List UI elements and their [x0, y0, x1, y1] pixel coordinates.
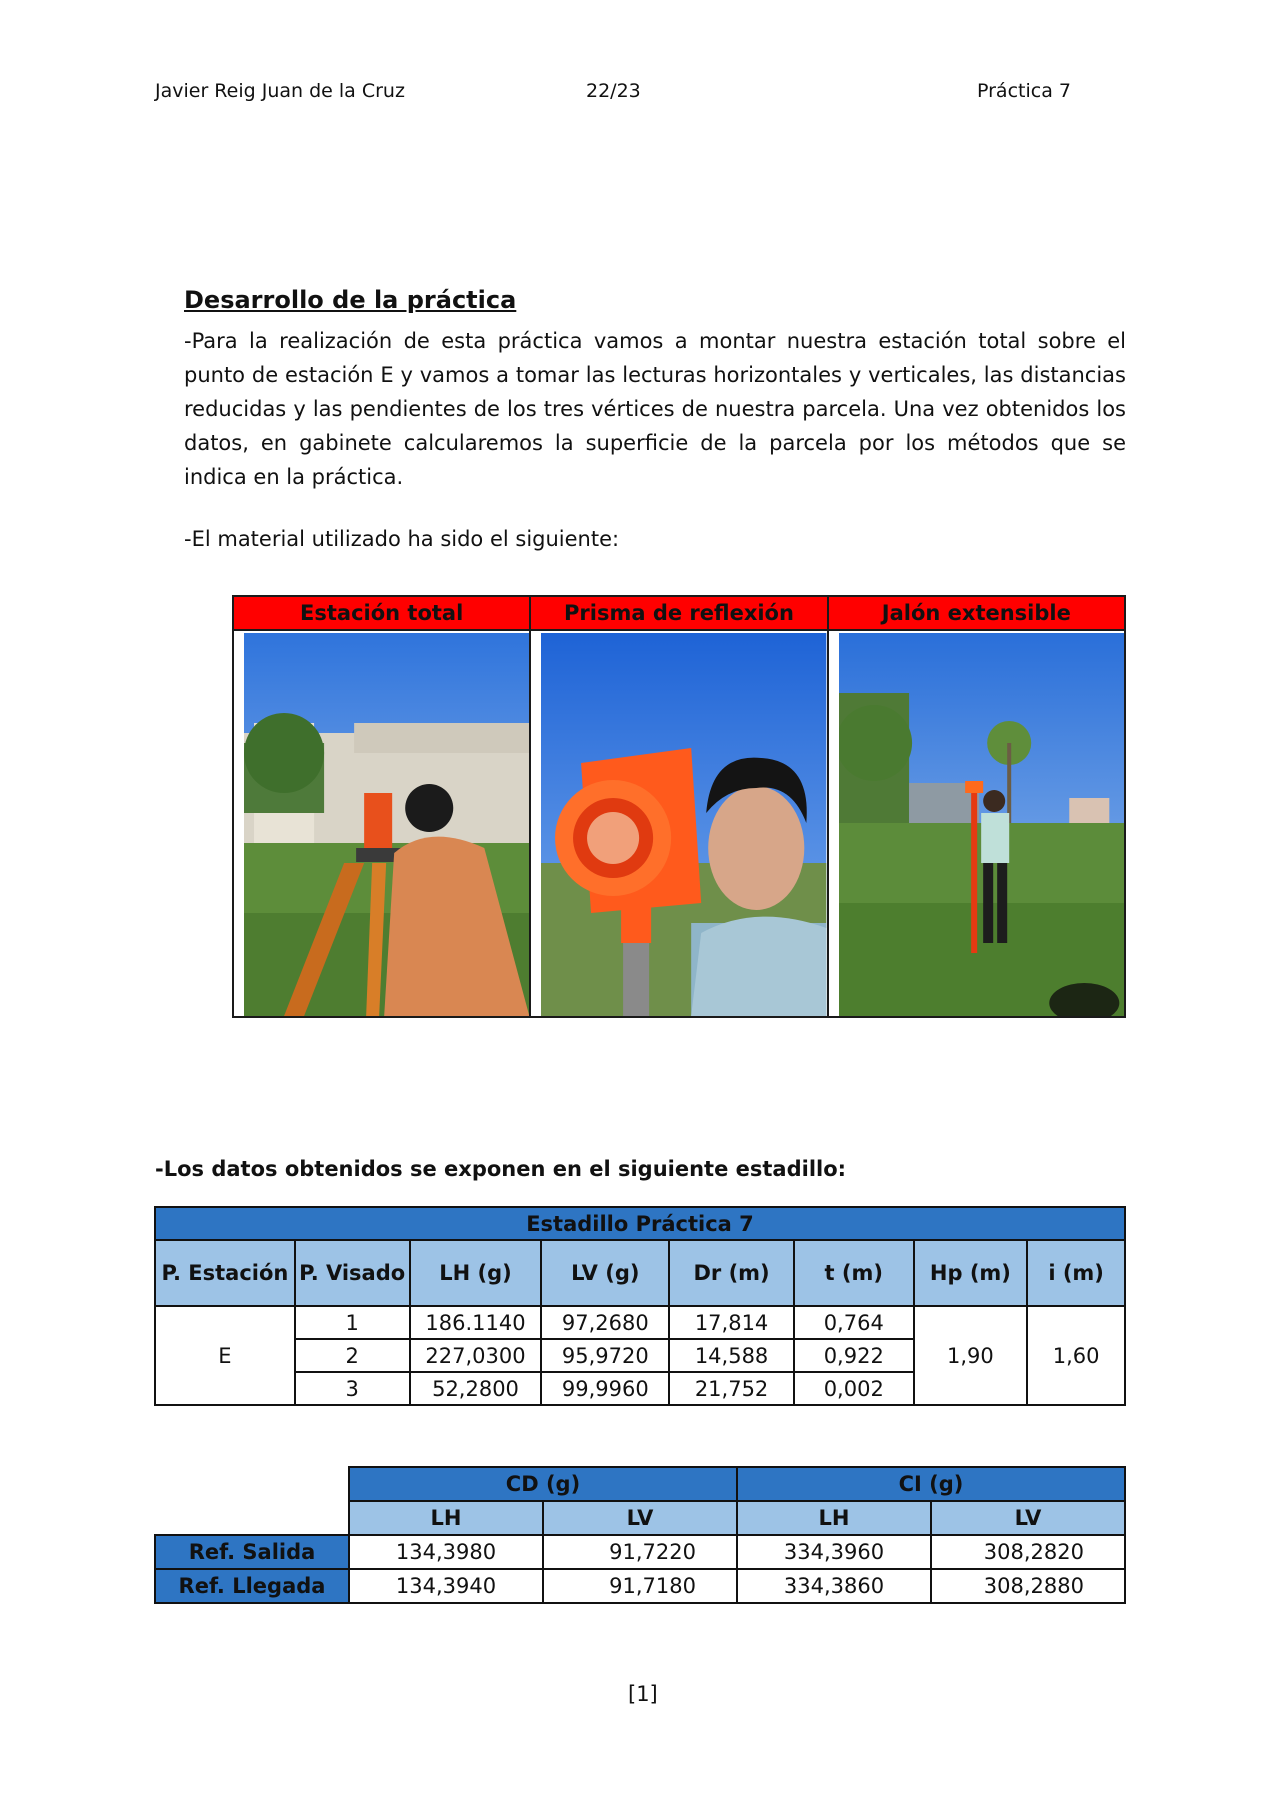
ref-label: Ref. Salida — [155, 1535, 349, 1569]
ci-lv-header: LV — [931, 1501, 1125, 1535]
cd-lh-cell: 134,3980 — [349, 1535, 543, 1569]
col-t: t (m) — [794, 1240, 914, 1306]
materials-header-prism: Prisma de reflexión — [531, 597, 828, 629]
pole-photo — [839, 633, 1124, 1016]
col-i: i (m) — [1027, 1240, 1125, 1306]
table-row — [155, 1306, 1125, 1339]
materials-header-row — [234, 597, 1124, 631]
visado-cell: 2 — [295, 1339, 410, 1372]
cd-header: CD (g) — [349, 1467, 737, 1501]
lv-cell: 95,9720 — [541, 1339, 669, 1372]
reference-table — [154, 1466, 1126, 1604]
visado-cell: 1 — [295, 1306, 410, 1339]
materials-header-total-station: Estación total — [234, 597, 531, 629]
table-row — [155, 1535, 1125, 1569]
col-lv: LV (g) — [541, 1240, 669, 1306]
cd-lv-cell: 91,7220 — [543, 1535, 737, 1569]
ci-lh-cell: 334,3860 — [737, 1569, 931, 1603]
t-cell: 0,922 — [794, 1339, 914, 1372]
cd-lv-cell: 91,7180 — [543, 1569, 737, 1603]
cd-lv-header: LV — [543, 1501, 737, 1535]
estadillo-title: Estadillo Práctica 7 — [155, 1207, 1125, 1240]
ci-header: CI (g) — [737, 1467, 1125, 1501]
material-intro: -El material utilizado ha sido el siguiente: — [184, 527, 620, 551]
ci-lv-cell: 308,2880 — [931, 1569, 1125, 1603]
pole-photo-cell — [829, 631, 1124, 1016]
page-number: [1] — [628, 1682, 658, 1706]
col-dr: Dr (m) — [669, 1240, 794, 1306]
lh-cell: 227,0300 — [410, 1339, 542, 1372]
total-station-photo-cell — [234, 631, 531, 1016]
t-cell: 0,764 — [794, 1306, 914, 1339]
col-lh: LH (g) — [410, 1240, 542, 1306]
section-title: Desarrollo de la práctica — [184, 286, 517, 314]
lv-cell: 99,9960 — [541, 1372, 669, 1405]
lh-cell: 52,2800 — [410, 1372, 542, 1405]
blank-corner — [155, 1467, 349, 1501]
materials-header-pole: Jalón extensible — [881, 601, 1071, 625]
t-cell: 0,002 — [794, 1372, 914, 1405]
blank-corner — [155, 1501, 349, 1535]
prism-photo-cell — [531, 631, 828, 1016]
col-visado: P. Visado — [295, 1240, 410, 1306]
estadillo-table — [154, 1206, 1126, 1406]
materials-table — [232, 595, 1126, 1018]
ref-label: Ref. Llegada — [155, 1569, 349, 1603]
prism-photo — [541, 633, 826, 1016]
lh-cell: 186.1140 — [410, 1306, 542, 1339]
lv-cell: 97,2680 — [541, 1306, 669, 1339]
ci-lv-cell: 308,2820 — [931, 1535, 1125, 1569]
cd-lh-header: LH — [349, 1501, 543, 1535]
intro-paragraph: -Para la realización de esta práctica vamos a montar nuestra estación total sobre el punto de estación E y vamos a tomar las lecturas horizontales y verticales, las distancias reducidas y las pendientes de los tres vértices de nuestra parcela. Una vez obtenidos los datos, en gabinete calcularemos la superficie de la parcela por los métodos que se indica en la práctica. — [184, 329, 1126, 489]
i-cell: 1,60 — [1027, 1306, 1125, 1405]
col-hp: Hp (m) — [914, 1240, 1028, 1306]
dr-cell: 17,814 — [669, 1306, 794, 1339]
col-station: P. Estación — [155, 1240, 295, 1306]
ci-lh-cell: 334,3960 — [737, 1535, 931, 1569]
dr-cell: 21,752 — [669, 1372, 794, 1405]
hp-cell: 1,90 — [914, 1306, 1028, 1405]
header-course: 22/23 — [586, 80, 641, 102]
header-author: Javier Reig Juan de la Cruz — [155, 80, 405, 102]
dr-cell: 14,588 — [669, 1339, 794, 1372]
table-row — [155, 1569, 1125, 1603]
header-practice: Práctica 7 — [977, 80, 1071, 102]
data-intro: -Los datos obtenidos se exponen en el siguiente estadillo: — [155, 1157, 847, 1181]
total-station-photo — [244, 633, 529, 1016]
station-cell: E — [155, 1306, 295, 1405]
visado-cell: 3 — [295, 1372, 410, 1405]
ci-lh-header: LH — [737, 1501, 931, 1535]
cd-lh-cell: 134,3940 — [349, 1569, 543, 1603]
